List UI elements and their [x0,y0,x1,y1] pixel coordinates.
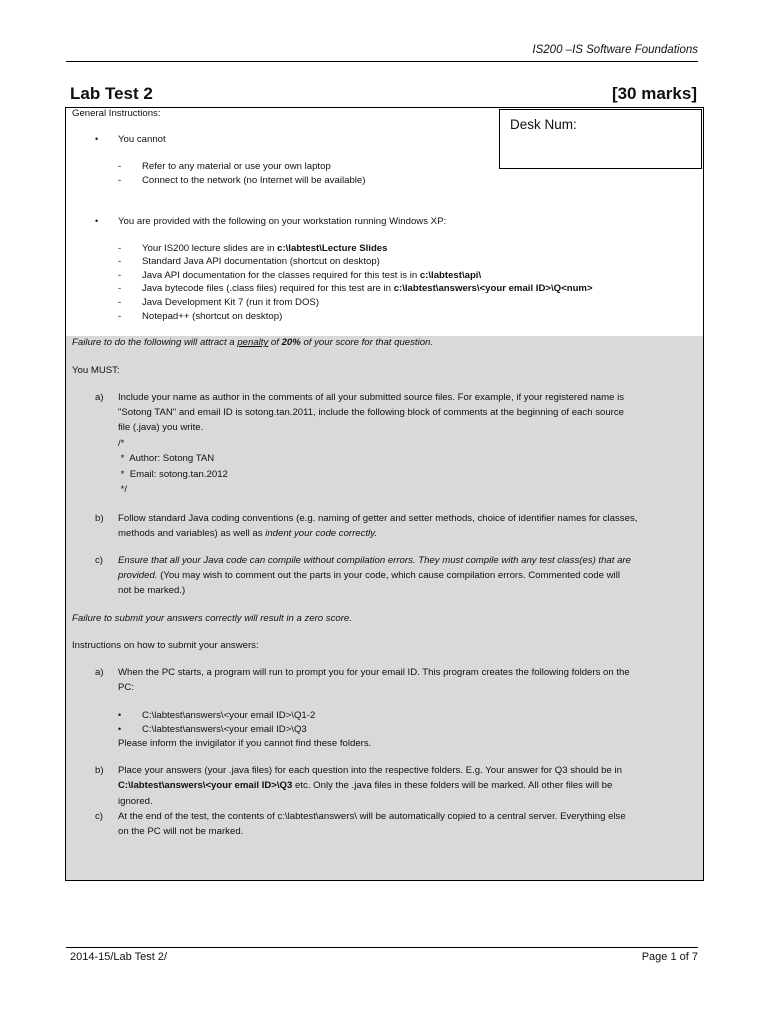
cannot-item: Refer to any material or use your own laptop [142,161,331,172]
provided-item: Java Development Kit 7 (run it from DOS) [142,297,320,308]
folder-path: C:\labtest\answers\<your email ID>\Q3 [142,724,307,735]
submit-a-line: When the PC starts, a program will run to prompt you for your email ID. This program creates the following folders on the [118,667,630,678]
dash-icon: - [118,243,122,254]
zero-score-notice: Failure to submit your answers correctly will result in a zero score. [72,613,352,624]
provided-item: Java API documentation for the classes required for this test is in c:\labtest\api\ [142,270,482,281]
must-b-line: methods and variables) as well as indent your code correctly. [118,528,377,539]
must-b-line: Follow standard Java coding conventions (e.g. naming of getter and setter methods, choice of identifier names for classes, [118,513,638,524]
code-comment-line: /* [118,438,125,449]
must-c-line: Ensure that all your Java code can compile without compilation errors. They must compile with any test class(es) that are [118,555,631,566]
total-marks: [30 marks] [611,84,697,103]
invigilator-notice: Please inform the invigilator if you cannot find these folders. [118,738,372,749]
penalty-notice: Failure to do the following will attract a penalty of 20% of your score for that question. [72,337,434,348]
dash-icon: - [118,297,122,308]
page-title: Lab Test 2 [70,84,153,103]
provided-item: Java bytecode files (.class files) required for this test are in c:\labtest\answers\<your email ID>\Q<num> [142,283,593,294]
dash-icon: - [118,270,122,281]
dash-icon: - [118,175,122,186]
header-rule [66,61,698,62]
submit-a-line: PC: [118,682,134,693]
desk-number-box [499,109,702,169]
code-comment-line: */ [118,484,128,495]
item-label: b) [95,765,104,776]
submit-c-line: At the end of the test, the contents of c:\labtest\answers\ will be automatically copied to a central server. Everything else [118,811,626,822]
code-comment-line: * Email: sotong.tan.2012 [118,469,228,480]
must-a-line: Include your name as author in the comments of all your submitted source files. For example, if your registered name is [118,392,625,403]
submit-b-line: ignored. [118,796,153,807]
item-label: c) [95,811,103,822]
course-header: IS200 –IS Software Foundations [532,44,698,56]
must-c-line: not be marked.) [118,585,186,596]
general-instructions-heading: General Instructions: [72,108,161,119]
footer-rule [66,947,698,948]
page-number: Page 1 of 7 [641,951,698,963]
provided-intro: You are provided with the following on your workstation running Windows XP: [118,216,447,227]
dash-icon: - [118,256,122,267]
submit-b-line: C:\labtest\answers\<your email ID>\Q3 etc. Only the .java files in these folders will be marked. All other files will be [118,780,613,791]
must-a-line: "Sotong TAN" and email ID is sotong.tan.2011, include the following block of comments at the beginning of each source [118,407,624,418]
must-heading: You MUST: [72,365,120,376]
bullet-icon: • [118,724,122,734]
bullet-icon: • [118,710,122,720]
item-label: c) [95,555,103,566]
bullet-icon: • [95,216,99,226]
footer-document-id: 2014-15/Lab Test 2/ [70,951,168,963]
item-label: a) [95,667,104,678]
desk-number-label: Desk Num: [510,117,577,132]
cannot-item: Connect to the network (no Internet will be available) [142,175,366,186]
must-a-line: file (.java) you write. [118,422,204,433]
dash-icon: - [118,283,122,294]
submit-heading: Instructions on how to submit your answers: [72,640,259,651]
submit-c-line: on the PC will not be marked. [118,826,244,837]
cannot-intro: You cannot [118,134,166,145]
submit-b-line: Place your answers (your .java files) for each question into the respective folders. E.g. Your answer for Q3 should be in [118,765,622,776]
dash-icon: - [118,161,122,172]
provided-item: Notepad++ (shortcut on desktop) [142,311,283,322]
item-label: b) [95,513,104,524]
bullet-icon: • [95,134,99,144]
dash-icon: - [118,311,122,322]
provided-item: Your IS200 lecture slides are in c:\labtest\Lecture Slides [142,243,388,254]
folder-path: C:\labtest\answers\<your email ID>\Q1-2 [142,710,316,721]
must-c-line: provided. (You may wish to comment out the parts in your code, which cause compilation errors. Commented code will [118,570,620,581]
item-label: a) [95,392,104,403]
provided-item: Standard Java API documentation (shortcut on desktop) [142,256,380,267]
code-comment-line: * Author: Sotong TAN [118,453,215,464]
